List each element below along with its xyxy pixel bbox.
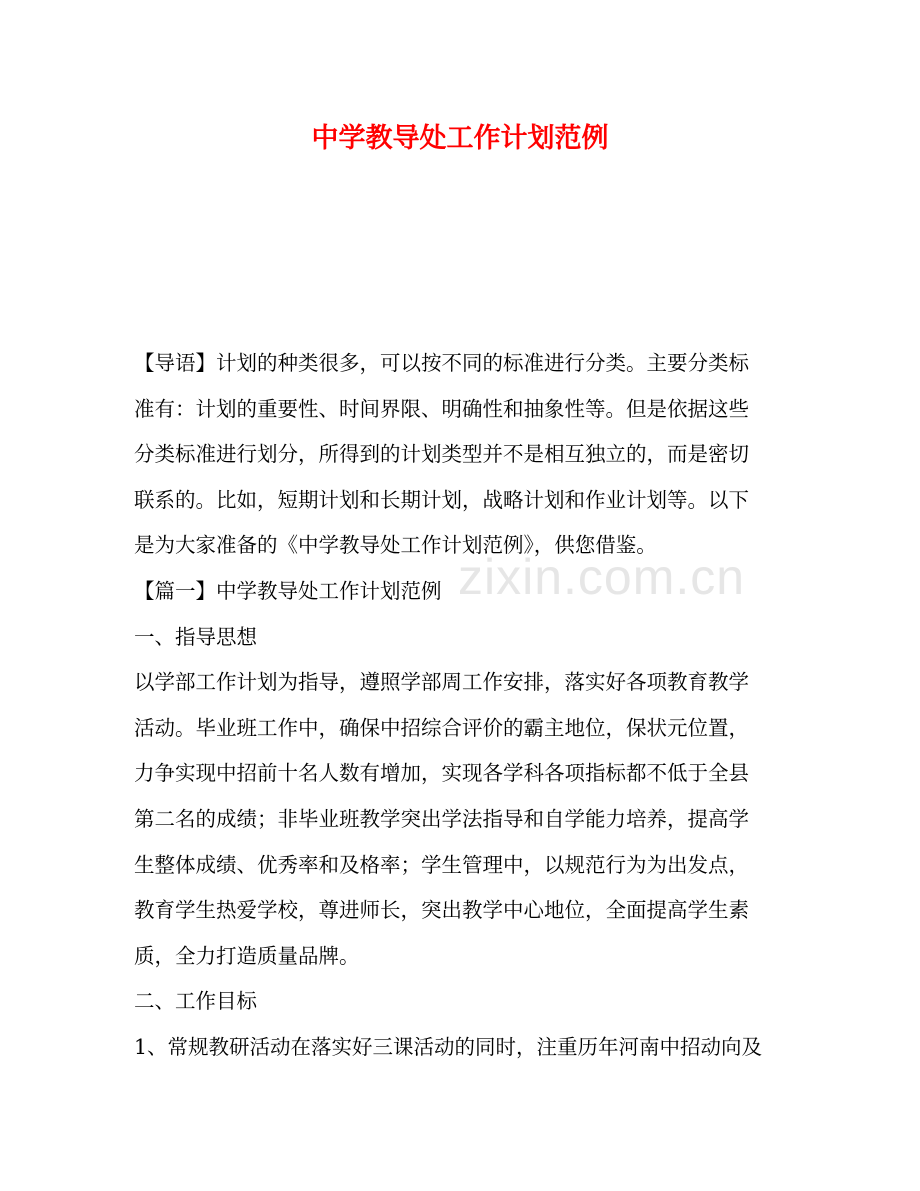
body-line: 1、常规教研活动在落实好三课活动的同时，注重历年河南中招动向及 bbox=[134, 1034, 763, 1059]
watermark: zixin.com.cn bbox=[458, 549, 746, 605]
body-line: 力争实现中招前十名人数有增加，实现各学科各项指标都不低于全县 bbox=[134, 761, 749, 786]
body-line: 质，全力打造质量品牌。 bbox=[134, 943, 360, 968]
body-line: 教育学生热爱学校，尊进师长，突出教学中心地位，全面提高学生素 bbox=[134, 898, 749, 923]
body-line: 分类标准进行划分，所得到的计划类型并不是相互独立的，而是密切 bbox=[134, 442, 749, 467]
body-line: 生整体成绩、优秀率和及格率；学生管理中，以规范行为为出发点， bbox=[134, 852, 749, 877]
subsection-heading: 一、指导思想 bbox=[134, 624, 257, 649]
document-body bbox=[134, 341, 784, 1071]
body-line: 准有：计划的重要性、时间界限、明确性和抽象性等。但是依据这些 bbox=[134, 396, 749, 421]
document-title: 中学教导处工作计划范例 bbox=[311, 123, 609, 154]
body-line: 是为大家准备的《中学教导处工作计划范例》，供您借鉴。 bbox=[134, 533, 657, 558]
body-line: 联系的。比如，短期计划和长期计划，战略计划和作业计划等。以下 bbox=[134, 487, 749, 512]
section-heading: 【篇一】中学教导处工作计划范例 bbox=[134, 578, 442, 603]
body-line: 活动。毕业班工作中，确保中招综合评价的霸主地位，保状元位置， bbox=[134, 715, 749, 740]
body-line: 【导语】计划的种类很多，可以按不同的标准进行分类。主要分类标 bbox=[134, 351, 749, 375]
body-line: 第二名的成绩；非毕业班教学突出学法指导和自学能力培养，提高学 bbox=[134, 806, 749, 831]
subsection-heading: 二、工作目标 bbox=[134, 989, 257, 1014]
body-line: 以学部工作计划为指导，遵照学部周工作安排，落实好各项教育教学 bbox=[134, 670, 749, 695]
